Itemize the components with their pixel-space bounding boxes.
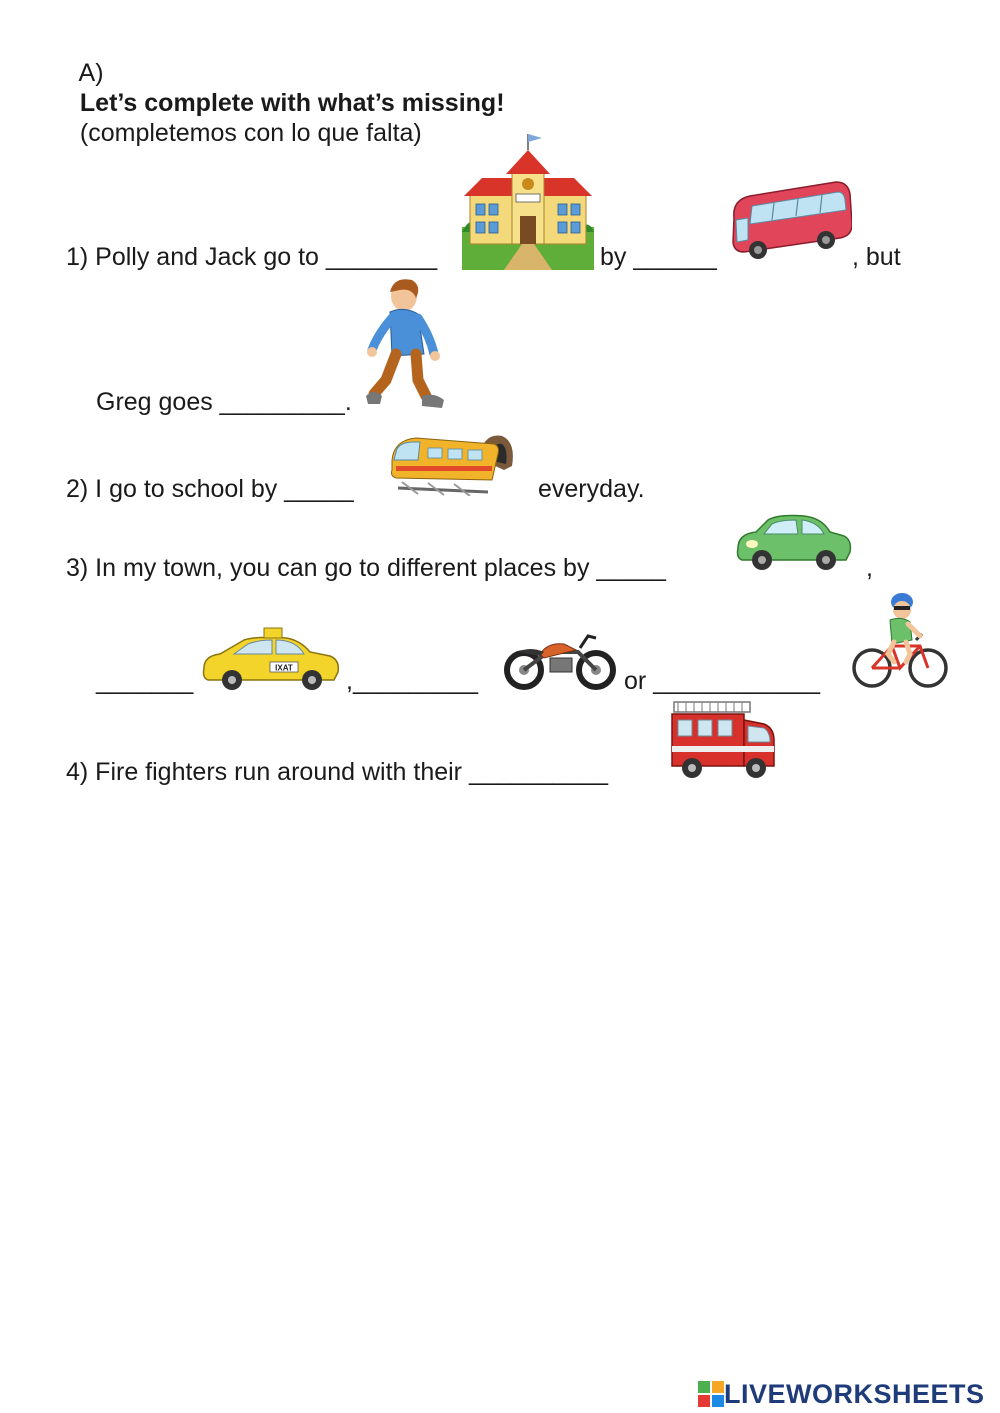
- liveworksheets-logo: [698, 1378, 985, 1410]
- liveworksheets-logo-icon: [698, 1381, 724, 1407]
- q1-text-greg: Greg goes _________.: [96, 388, 352, 416]
- q3-text-or: or ____________: [624, 667, 821, 695]
- motorcycle-icon: [504, 630, 616, 690]
- q3-text-comma: ,: [866, 554, 873, 582]
- heading-translation: (completemos con lo que falta): [79, 119, 422, 147]
- walking-boy-icon: [366, 276, 446, 414]
- fire-truck-icon: [670, 700, 778, 782]
- heading-letter: A): [78, 59, 104, 87]
- liveworksheets-logo-text: LIVEWORKSHEETS: [724, 1378, 985, 1409]
- bicycle-icon: [850, 588, 950, 692]
- q1-text-but: , but: [852, 243, 901, 271]
- taxi-icon: [200, 626, 342, 692]
- svg-text:IXAT: IXAT: [275, 663, 293, 673]
- heading-title: Let’s complete with what’s missing!: [79, 89, 505, 117]
- q4-text: 4) Fire fighters run around with their __________: [66, 758, 608, 786]
- school-icon: [462, 132, 594, 270]
- train-icon: [388, 430, 516, 496]
- heading: [66, 28, 505, 148]
- q1-text-by: by ______: [600, 243, 717, 271]
- q2-text-end: everyday.: [538, 475, 645, 503]
- q3-blank-2: ,_________: [346, 667, 479, 695]
- q3-text-start: 3) In my town, you can go to different places by _____: [66, 554, 666, 582]
- car-icon: [734, 514, 854, 572]
- q3-blank-1: _______: [96, 667, 194, 695]
- q2-text-start: 2) I go to school by _____: [66, 475, 354, 503]
- q1-text-start: 1) Polly and Jack go to ________: [66, 243, 438, 271]
- bus-icon: [728, 180, 852, 262]
